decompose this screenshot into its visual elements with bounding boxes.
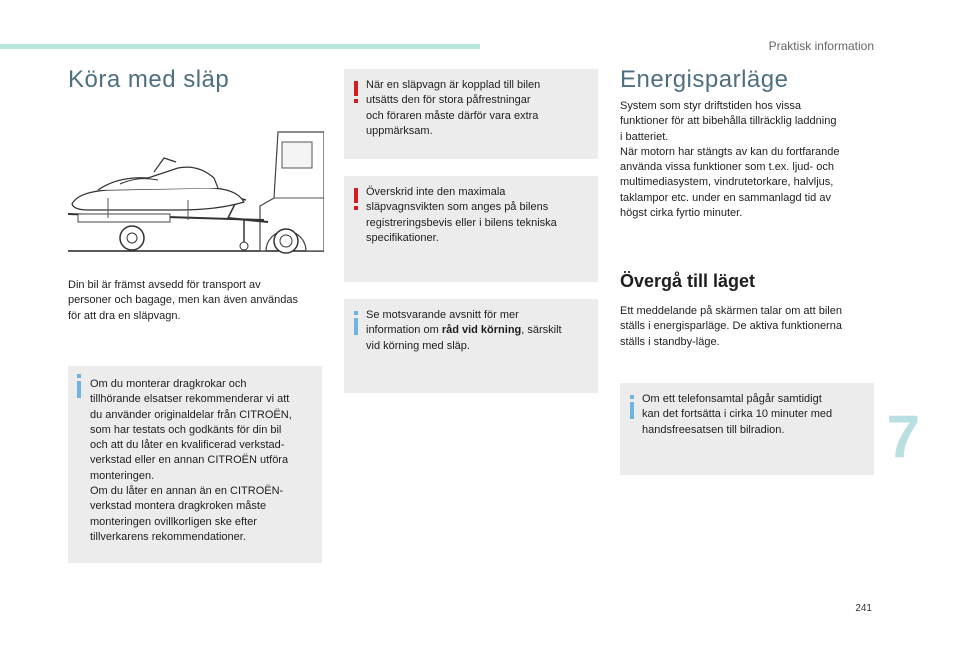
info-icon [74, 374, 86, 394]
section-title-towing: Köra med släp [68, 66, 230, 93]
trailer-warning-box: När en släpvagn är kopplad till bilen utsätts den för stora påfrestningar och föraren måste därför vara extra uppmärksam. [344, 69, 598, 159]
driving-advice-link[interactable]: råd vid körning [441, 324, 522, 337]
header-accent-bar [0, 44, 480, 49]
left-column [68, 66, 324, 94]
chapter-number: 7 [886, 403, 920, 470]
info-icon [351, 311, 363, 331]
page-number: 241 [855, 603, 872, 614]
energy-intro: System som styr driftstiden hos vissa funktioner för att bibehålla tillräcklig laddning i batteriet. När motorn har stängts av kan du fortfarande använda vissa funktioner som t.ex. ljud- och multimediasystem, vindrutetorkare, halvljus, taklampor etc. under en sammanlagd tid av högst cirka fyrtio minuter. [620, 100, 840, 220]
warning-icon [351, 81, 363, 101]
subsection-title-enter-mode: Övergå till läget [620, 271, 756, 291]
section-title-energy: Energisparläge [620, 66, 789, 93]
phone-call-note-box: Om ett telefonsamtal pågår samtidigt kan det fortsätta i cirka 10 minuter med handsfreesatsen till bilradion. [620, 383, 874, 475]
weight-warning-box: Överskrid inte den maximala släpvagnsvikten som anges på bilens registreringsbevis eller i bilens tekniska specifikationer. [344, 176, 598, 282]
section-header: Praktisk information [768, 39, 874, 53]
towbar-note-box: Om du monterar dragkrokar och tillhörande elsatser rekommenderar vi att du använder originaldelar från CITROËN, som har testats och godkänts för din bil och att du låter en kvalificerad verkstad- verkstad eller en annan CITROËN utföra monteringen. Om du låter en annan än en CITROËN- verkstad montera dragkroken måste monteringen ovillkorligen ske efter tillverkarens rekommendationer. [68, 366, 322, 563]
info-icon [627, 395, 639, 415]
driving-advice-box: Se motsvarande avsnitt för mer information om råd vid körning, särskilt vid körning med släp. [344, 299, 598, 393]
towing-intro: Din bil är främst avsedd för transport av personer och bagage, men kan även användas för att dra en släpvagn. [68, 279, 298, 322]
warning-icon [351, 188, 363, 208]
trailer-illustration [68, 128, 324, 260]
enter-mode-body: Ett meddelande på skärmen talar om att bilen ställs i energisparläge. De aktiva funktionerna ställs i standby-läge. [620, 305, 842, 348]
right-column [620, 66, 874, 94]
